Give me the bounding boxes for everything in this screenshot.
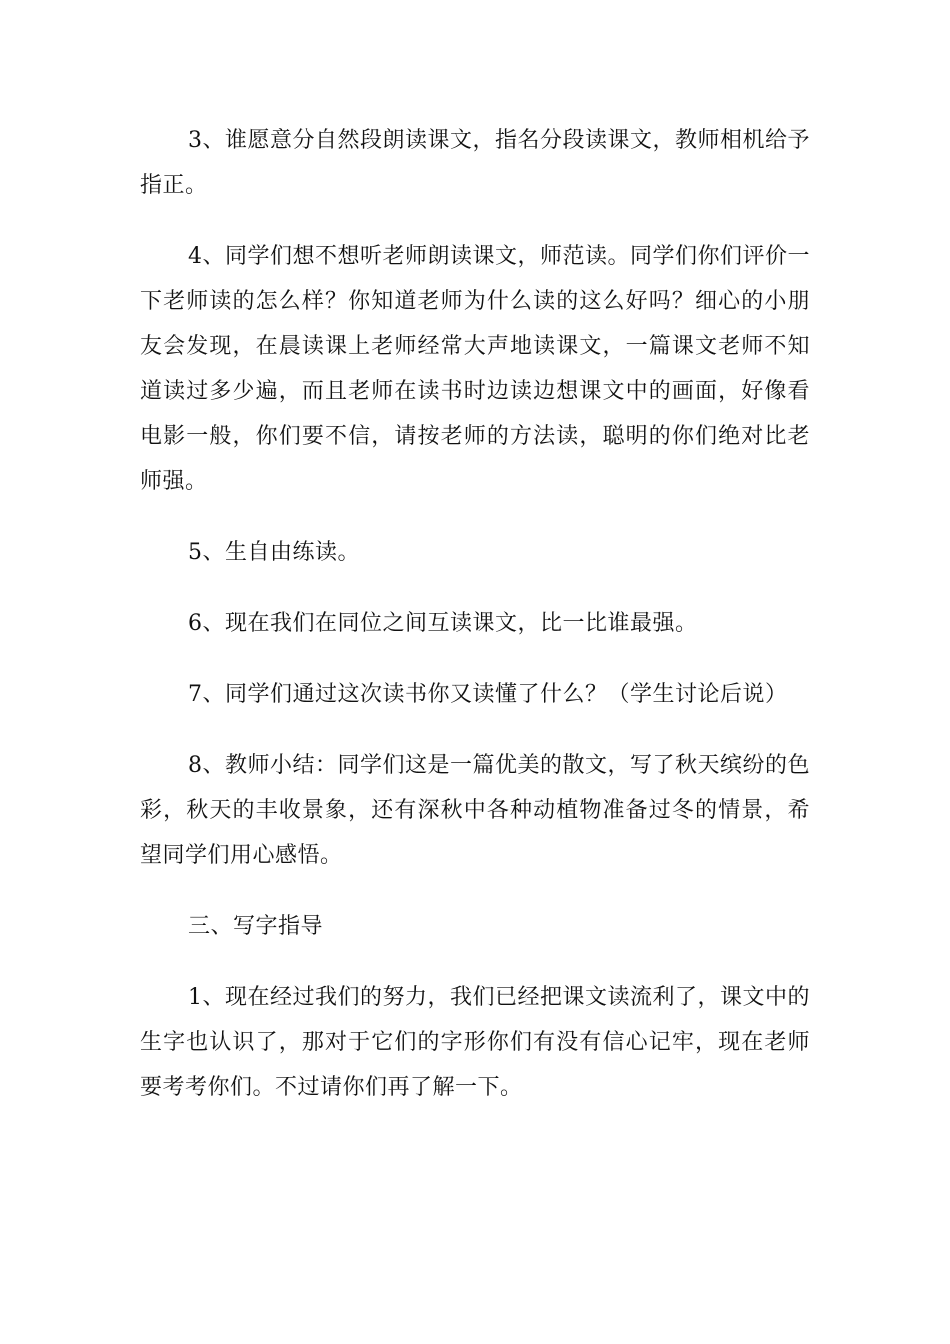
paragraph-5: 5、生自由练读。 — [188, 540, 360, 565]
paragraph-7: 7、同学们通过这次读书你又读懂了什么？（学生讨论后说） — [188, 682, 788, 707]
section-paragraph-1: 1、现在经过我们的努力，我们已经把课文读流利了，课文中的生字也认识了，那对于它们的字形你们有没有信心记牢，现在老师要考考你们。不过请你们再了解一下。 — [140, 985, 810, 1100]
paragraph-8: 8、教师小结：同学们这是一篇优美的散文，写了秋天缤纷的色彩，秋天的丰收景象，还有深秋中各种动植物准备过冬的情景，希望同学们用心感悟。 — [140, 753, 810, 868]
section-heading: 三、写字指导 — [188, 914, 324, 939]
paragraph-6: 6、现在我们在同位之间互读课文，比一比谁最强。 — [188, 611, 698, 636]
paragraph-4: 4、同学们想不想听老师朗读课文，师范读。同学们你们评价一下老师读的怎么样？你知道老师为什么读的这么好吗？细心的小朋友会发现，在晨读课上老师经常大声地读课文，一篇课文老师不知道读过多少遍，而且老师在读书时边读边想课文中的画面，好像看电影一般，你们要不信，请按老师的方法读，聪明的你们绝对比老师强。 — [140, 244, 810, 494]
document-body — [140, 118, 810, 1110]
paragraph-3: 3、谁愿意分自然段朗读课文，指名分段读课文，教师相机给予指正。 — [140, 128, 810, 198]
